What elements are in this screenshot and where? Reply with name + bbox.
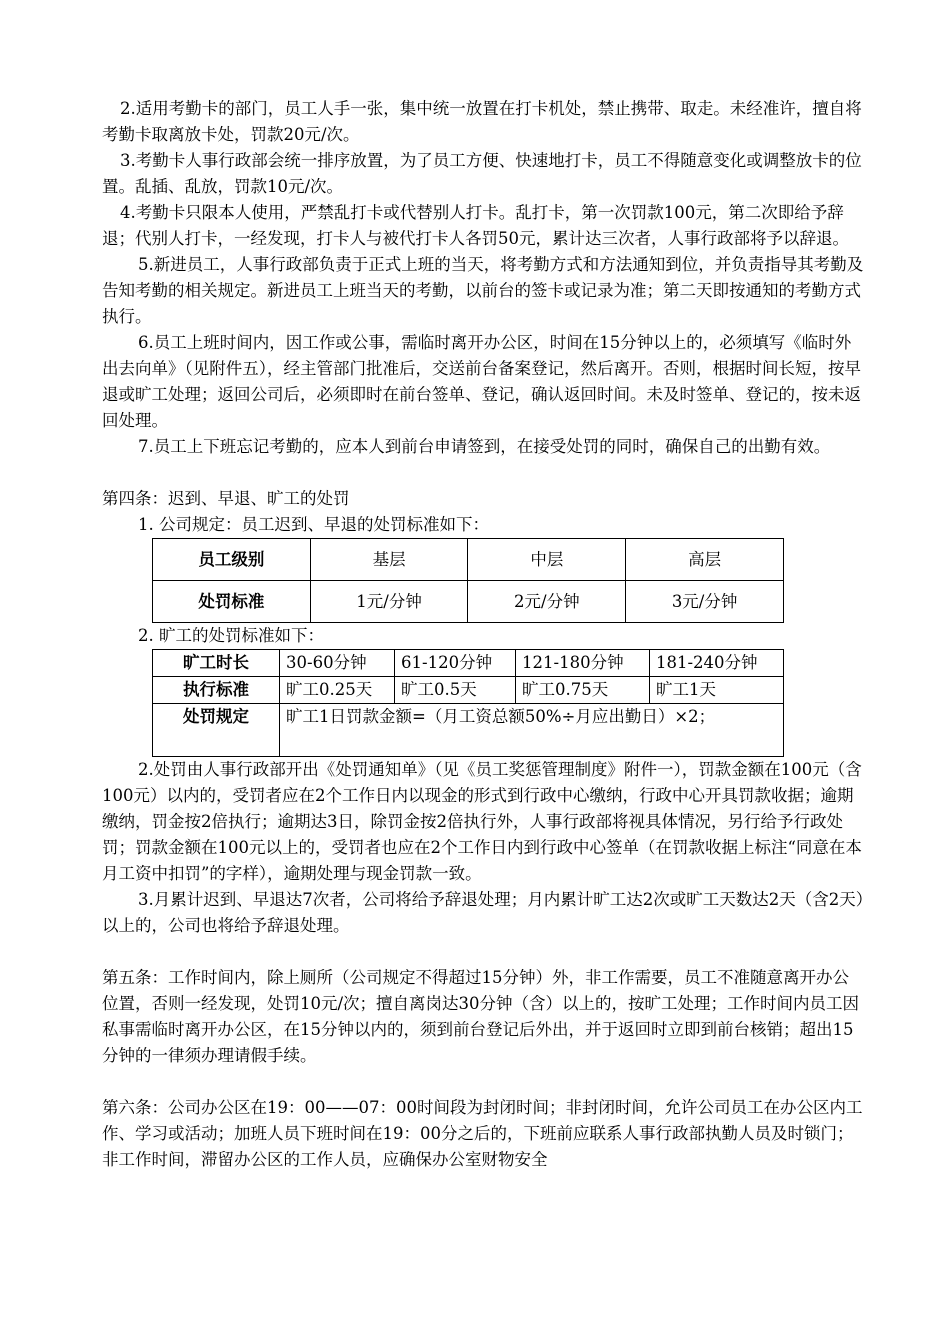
table-cell: 旷工时长 (153, 650, 280, 677)
table-cell: 员工级别 (153, 539, 311, 581)
table-row (153, 650, 784, 677)
table-cell: 执行标准 (153, 677, 280, 704)
article4-title: 第四条：迟到、早退、旷工的处罚 (102, 489, 350, 508)
paragraph-temporary-leave: 6.员工上班时间内，因工作或公事，需临时离开办公区，时间在15分钟以上的，必须填写《临时外出去向单》（见附件五），经主管部门批准后，交送前台备案登记，然后离开。否则，根据时间长短，按早退或旷工处理；返回公司后，必须即时在前台签单、登记，确认返回时间。未及时签单、登记的，按未返回处理。 (102, 333, 861, 430)
table-cell: 旷工1天 (649, 677, 783, 704)
table-row (153, 539, 784, 581)
table-cell: 基层 (310, 539, 468, 581)
table-cell: 处罚规定 (153, 704, 280, 757)
paragraph-card-placement: 2.适用考勤卡的部门，员工人手一张，集中统一放置在打卡机处，禁止携带、取走。未经准许，擅自将考勤卡取离放卡处，罚款20元/次。 (102, 99, 862, 144)
article6: 第六条：公司办公区在19：00——07：00时间段为封闭时间；非封闭时间，允许公司员工在办公区内工作、学习或活动；加班人员下班时间在19：00分之后的，下班前应联系人事行政部执勤人员及时锁门；非工作时间，滞留办公区的工作人员，应确保办公室财物安全 (102, 1098, 863, 1169)
table-cell: 处罚标准 (153, 581, 311, 623)
table-row (153, 677, 784, 704)
table-cell: 181-240分钟 (649, 650, 783, 677)
table-cell: 61-120分钟 (395, 650, 516, 677)
table-cell: 高层 (626, 539, 784, 581)
table-cell: 121-180分钟 (516, 650, 650, 677)
paragraph-card-order: 3.考勤卡人事行政部会统一排序放置，为了员工方便、快速地打卡，员工不得随意变化或调整放卡的位置。乱插、乱放，罚款10元/次。 (102, 151, 862, 196)
article4-item2: 2. 旷工的处罚标准如下： (138, 626, 324, 645)
article5: 第五条：工作时间内，除上厕所（公司规定不得超过15分钟）外，非工作需要，员工不准随意离开办公位置，否则一经发现，处罚10元/次；擅自离岗达30分钟（含）以上的，按旷工处理；工作时间内员工因私事需临时离开办公区，在15分钟以内的，须到前台登记后外出，并于返回时立即到前台核销；超出15分钟的一律须办理请假手续。 (102, 968, 860, 1065)
paragraph-card-personal-use: 4.考勤卡只限本人使用，严禁乱打卡或代替别人打卡。乱打卡，第一次罚款100元，第二次即给予辞退；代别人打卡，一经发现，打卡人与被代打卡人各罚50元，累计达三次者，人事行政部将予以辞退。 (102, 203, 849, 248)
paragraph-forgot-clock: 7.员工上下班忘记考勤的，应本人到前台申请签到，在接受处罚的同时，确保自己的出勤有效。 (138, 437, 831, 456)
table-row (153, 704, 784, 757)
table-cell: 旷工0.75天 (516, 677, 650, 704)
paragraph-dismissal: 3.月累计迟到、早退达7次者，公司将给予辞退处理；月内累计旷工达2次或旷工天数达2天（含2天）以上的，公司也将给予辞退处理。 (102, 890, 864, 935)
table-cell: 旷工0.25天 (280, 677, 395, 704)
paragraph-penalty-notice: 2.处罚由人事行政部开出《处罚通知单》（见《员工奖惩管理制度》附件一），罚款金额在100元（含100元）以内的，受罚者应在2个工作日内以现金的形式到行政中心缴纳，行政中心开具罚款收据；逾期缴纳，罚金按2倍执行；逾期达3日，除罚金按2倍执行外，人事行政部将视具体情况，另行给予行政处罚；罚款金额在100元以上的，受罚者也应在2个工作日内到行政中心签单（在罚款收据上标注“同意在本月工资中扣罚”的字样），逾期处理与现金罚款一致。 (102, 760, 862, 883)
paragraph-new-employee: 5.新进员工，人事行政部负责于正式上班的当天，将考勤方式和方法通知到位，并负责指导其考勤及告知考勤的相关规定。新进员工上班当天的考勤，以前台的签卡或记录为准；第二天即按通知的考勤方式执行。 (102, 255, 864, 326)
article4-item1: 1. 公司规定：员工迟到、早退的处罚标准如下： (138, 515, 489, 534)
table-cell: 3元/分钟 (626, 581, 784, 623)
table-cell: 旷工0.5天 (395, 677, 516, 704)
document-page (102, 96, 864, 1173)
table-cell: 中层 (468, 539, 626, 581)
late-penalty-table (152, 538, 784, 623)
table-cell: 30-60分钟 (280, 650, 395, 677)
table-row (153, 581, 784, 623)
table-cell: 2元/分钟 (468, 581, 626, 623)
table-cell: 1元/分钟 (310, 581, 468, 623)
table-cell: 旷工1日罚款金额=（月工资总额50%÷月应出勤日）×2； (280, 704, 784, 757)
absence-penalty-table (152, 649, 784, 757)
